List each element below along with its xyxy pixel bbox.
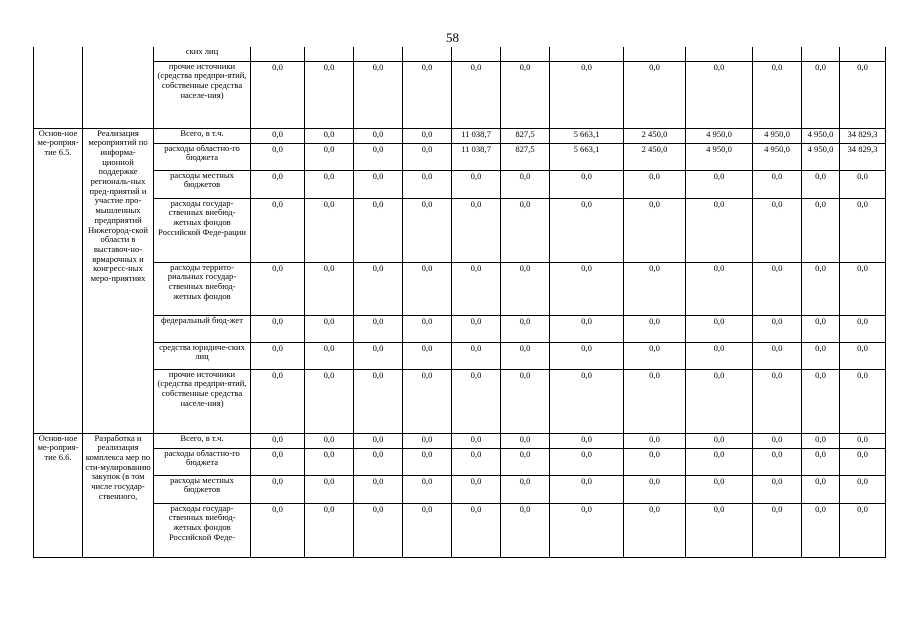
value-cell: 0,0 <box>753 342 802 369</box>
value-cell: 0,0 <box>802 315 840 342</box>
value-cell: 0,0 <box>840 342 886 369</box>
value-cell <box>753 47 802 61</box>
value-cell: 0,0 <box>840 448 886 475</box>
value-cell: 0,0 <box>452 503 501 557</box>
value-cell: 0,0 <box>501 198 550 262</box>
value-cell: 0,0 <box>624 503 686 557</box>
event-title-cell: Реализация мероприятий по информа-ционной поддержке региональ-ных пред-приятий и участие про-мышленных предприятий Нижегород-ской области в выставоч-но-ярмарочных и конгресс-ных меро-приятиях <box>83 128 154 433</box>
value-cell: 0,0 <box>624 369 686 433</box>
value-cell: 0,0 <box>251 342 305 369</box>
funding-source-cell: расходы местных бюджетов <box>154 170 251 198</box>
value-cell: 2 450,0 <box>624 143 686 170</box>
value-cell: 0,0 <box>686 342 753 369</box>
value-cell: 0,0 <box>686 170 753 198</box>
value-cell: 0,0 <box>354 433 403 448</box>
value-cell: 0,0 <box>753 61 802 128</box>
value-cell: 11 038,7 <box>452 128 501 143</box>
value-cell: 827,5 <box>501 143 550 170</box>
event-title-cell: Разработка и реализация комплекса мер по сти-мулированию закупок (в том числе государ-ственного, <box>83 433 154 557</box>
value-cell: 0,0 <box>753 198 802 262</box>
value-cell: 0,0 <box>802 170 840 198</box>
value-cell: 0,0 <box>305 315 354 342</box>
value-cell: 4 950,0 <box>802 143 840 170</box>
value-cell: 0,0 <box>403 315 452 342</box>
value-cell: 0,0 <box>452 342 501 369</box>
value-cell: 0,0 <box>686 369 753 433</box>
value-cell: 0,0 <box>802 433 840 448</box>
value-cell <box>403 47 452 61</box>
value-cell: 0,0 <box>753 369 802 433</box>
value-cell <box>550 47 624 61</box>
value-cell: 4 950,0 <box>753 143 802 170</box>
value-cell: 0,0 <box>802 342 840 369</box>
value-cell: 0,0 <box>840 369 886 433</box>
value-cell: 0,0 <box>251 61 305 128</box>
value-cell: 0,0 <box>354 262 403 315</box>
value-cell: 0,0 <box>403 448 452 475</box>
value-cell: 0,0 <box>354 503 403 557</box>
value-cell: 0,0 <box>686 448 753 475</box>
budget-table <box>33 47 886 558</box>
value-cell: 0,0 <box>753 448 802 475</box>
value-cell: 0,0 <box>840 503 886 557</box>
funding-source-cell: расходы областно-го бюджета <box>154 448 251 475</box>
value-cell: 0,0 <box>686 198 753 262</box>
table-row <box>34 170 886 198</box>
value-cell: 0,0 <box>624 170 686 198</box>
value-cell: 0,0 <box>501 170 550 198</box>
value-cell: 0,0 <box>305 503 354 557</box>
value-cell: 0,0 <box>624 262 686 315</box>
value-cell: 34 829,3 <box>840 128 886 143</box>
value-cell: 0,0 <box>550 61 624 128</box>
value-cell: 0,0 <box>550 369 624 433</box>
value-cell: 0,0 <box>753 262 802 315</box>
funding-source-cell: средства юридиче-ских лиц <box>154 342 251 369</box>
value-cell: 0,0 <box>403 143 452 170</box>
table-row <box>34 475 886 503</box>
value-cell: 0,0 <box>452 262 501 315</box>
value-cell: 0,0 <box>840 61 886 128</box>
value-cell: 0,0 <box>550 433 624 448</box>
value-cell: 0,0 <box>251 170 305 198</box>
value-cell: 0,0 <box>251 198 305 262</box>
value-cell <box>802 47 840 61</box>
value-cell: 0,0 <box>354 315 403 342</box>
value-cell: 4 950,0 <box>686 143 753 170</box>
value-cell: 0,0 <box>403 198 452 262</box>
value-cell: 0,0 <box>686 503 753 557</box>
value-cell <box>354 47 403 61</box>
table-row <box>34 315 886 342</box>
value-cell: 0,0 <box>686 315 753 342</box>
funding-source-cell: расходы местных бюджетов <box>154 475 251 503</box>
value-cell: 0,0 <box>501 315 550 342</box>
value-cell: 0,0 <box>753 503 802 557</box>
value-cell: 0,0 <box>501 61 550 128</box>
value-cell: 0,0 <box>452 475 501 503</box>
value-cell: 0,0 <box>354 198 403 262</box>
value-cell: 0,0 <box>251 143 305 170</box>
value-cell: 0,0 <box>624 198 686 262</box>
value-cell: 0,0 <box>550 503 624 557</box>
value-cell: 0,0 <box>354 128 403 143</box>
value-cell <box>452 47 501 61</box>
funding-source-cell: расходы государ-ственных внебюд-жетных фондов Российской Феде-рации <box>154 198 251 262</box>
value-cell: 0,0 <box>403 128 452 143</box>
table-row <box>34 342 886 369</box>
value-cell: 0,0 <box>403 170 452 198</box>
value-cell: 0,0 <box>354 475 403 503</box>
value-cell: 0,0 <box>452 61 501 128</box>
funding-source-cell: расходы государ-ственных внебюд-жетных фондов Российской Феде- <box>154 503 251 557</box>
value-cell: 0,0 <box>624 61 686 128</box>
value-cell: 0,0 <box>624 475 686 503</box>
value-cell: 0,0 <box>403 503 452 557</box>
value-cell: 0,0 <box>403 262 452 315</box>
table-row <box>34 198 886 262</box>
funding-source-cell: Всего, в т.ч. <box>154 433 251 448</box>
value-cell: 0,0 <box>802 262 840 315</box>
table-row <box>34 61 886 128</box>
value-cell: 0,0 <box>251 315 305 342</box>
value-cell <box>501 47 550 61</box>
value-cell <box>251 47 305 61</box>
value-cell <box>686 47 753 61</box>
value-cell: 0,0 <box>802 369 840 433</box>
value-cell: 0,0 <box>550 198 624 262</box>
value-cell: 0,0 <box>305 61 354 128</box>
value-cell: 0,0 <box>802 198 840 262</box>
value-cell: 0,0 <box>624 315 686 342</box>
value-cell: 0,0 <box>840 475 886 503</box>
value-cell: 0,0 <box>305 262 354 315</box>
funding-source-cell: Всего, в т.ч. <box>154 128 251 143</box>
value-cell: 0,0 <box>802 448 840 475</box>
value-cell: 0,0 <box>403 369 452 433</box>
value-cell: 0,0 <box>550 475 624 503</box>
value-cell: 0,0 <box>802 475 840 503</box>
event-label-cell: Основ-ное ме-роприя-тие 6.6. <box>34 433 83 557</box>
value-cell: 0,0 <box>686 262 753 315</box>
table-row <box>34 262 886 315</box>
value-cell: 0,0 <box>403 475 452 503</box>
value-cell: 0,0 <box>452 448 501 475</box>
value-cell: 0,0 <box>354 170 403 198</box>
funding-source-cell: ских лиц <box>154 47 251 61</box>
value-cell <box>624 47 686 61</box>
table-row <box>34 433 886 448</box>
value-cell: 0,0 <box>305 448 354 475</box>
funding-source-cell: прочие источники (средства предпри-ятий, собственные средства населе-ния) <box>154 369 251 433</box>
value-cell <box>840 47 886 61</box>
value-cell: 0,0 <box>840 198 886 262</box>
value-cell: 0,0 <box>501 369 550 433</box>
value-cell: 0,0 <box>251 448 305 475</box>
value-cell: 0,0 <box>686 475 753 503</box>
event-title-cell <box>83 47 154 128</box>
funding-source-cell: расходы областно-го бюджета <box>154 143 251 170</box>
value-cell: 0,0 <box>501 262 550 315</box>
value-cell: 0,0 <box>753 315 802 342</box>
value-cell: 0,0 <box>501 503 550 557</box>
value-cell: 0,0 <box>305 475 354 503</box>
value-cell: 0,0 <box>624 342 686 369</box>
table-row <box>34 448 886 475</box>
value-cell: 0,0 <box>501 448 550 475</box>
table-row <box>34 128 886 143</box>
value-cell: 0,0 <box>802 61 840 128</box>
value-cell: 0,0 <box>403 433 452 448</box>
table-row <box>34 47 886 61</box>
event-label-cell: Основ-ное ме-роприя-тие 6.5. <box>34 128 83 433</box>
value-cell: 0,0 <box>305 369 354 433</box>
funding-source-cell: прочие источники (средства предпри-ятий, собственные средства населе-ния) <box>154 61 251 128</box>
value-cell: 0,0 <box>550 170 624 198</box>
value-cell: 4 950,0 <box>686 128 753 143</box>
value-cell <box>305 47 354 61</box>
value-cell: 0,0 <box>550 448 624 475</box>
value-cell: 0,0 <box>354 448 403 475</box>
value-cell: 0,0 <box>305 143 354 170</box>
funding-source-cell: федеральный бюд-жет <box>154 315 251 342</box>
value-cell: 0,0 <box>452 433 501 448</box>
value-cell: 0,0 <box>624 433 686 448</box>
value-cell: 0,0 <box>305 198 354 262</box>
value-cell: 0,0 <box>501 475 550 503</box>
value-cell: 4 950,0 <box>753 128 802 143</box>
funding-source-cell: расходы террито-риальных государ-ственных внебюд-жетных фондов <box>154 262 251 315</box>
value-cell: 0,0 <box>305 170 354 198</box>
page-number: 58 <box>446 30 459 45</box>
event-label-cell <box>34 47 83 128</box>
value-cell: 0,0 <box>354 143 403 170</box>
value-cell: 0,0 <box>550 342 624 369</box>
value-cell: 0,0 <box>251 262 305 315</box>
table-row <box>34 143 886 170</box>
value-cell: 0,0 <box>624 448 686 475</box>
value-cell: 0,0 <box>305 128 354 143</box>
value-cell: 0,0 <box>403 61 452 128</box>
value-cell: 827,5 <box>501 128 550 143</box>
value-cell: 0,0 <box>452 198 501 262</box>
value-cell: 0,0 <box>251 369 305 433</box>
value-cell: 5 663,1 <box>550 143 624 170</box>
value-cell: 0,0 <box>753 170 802 198</box>
value-cell: 0,0 <box>305 433 354 448</box>
value-cell: 0,0 <box>251 433 305 448</box>
value-cell: 0,0 <box>840 315 886 342</box>
value-cell: 0,0 <box>354 342 403 369</box>
value-cell: 0,0 <box>501 342 550 369</box>
value-cell: 0,0 <box>550 262 624 315</box>
value-cell: 0,0 <box>452 369 501 433</box>
value-cell: 0,0 <box>354 61 403 128</box>
value-cell: 0,0 <box>840 170 886 198</box>
value-cell: 0,0 <box>354 369 403 433</box>
value-cell: 0,0 <box>452 315 501 342</box>
value-cell: 0,0 <box>501 433 550 448</box>
value-cell: 0,0 <box>251 128 305 143</box>
value-cell: 0,0 <box>802 503 840 557</box>
value-cell: 0,0 <box>251 475 305 503</box>
value-cell: 0,0 <box>452 170 501 198</box>
value-cell: 4 950,0 <box>802 128 840 143</box>
value-cell: 0,0 <box>403 342 452 369</box>
value-cell: 0,0 <box>840 433 886 448</box>
value-cell: 2 450,0 <box>624 128 686 143</box>
value-cell: 0,0 <box>686 433 753 448</box>
value-cell: 0,0 <box>753 433 802 448</box>
table-row <box>34 369 886 433</box>
value-cell: 34 829,3 <box>840 143 886 170</box>
value-cell: 0,0 <box>686 61 753 128</box>
value-cell: 0,0 <box>753 475 802 503</box>
value-cell: 0,0 <box>550 315 624 342</box>
table-row <box>34 503 886 557</box>
value-cell: 5 663,1 <box>550 128 624 143</box>
value-cell: 0,0 <box>251 503 305 557</box>
value-cell: 0,0 <box>840 262 886 315</box>
value-cell: 11 038,7 <box>452 143 501 170</box>
value-cell: 0,0 <box>305 342 354 369</box>
